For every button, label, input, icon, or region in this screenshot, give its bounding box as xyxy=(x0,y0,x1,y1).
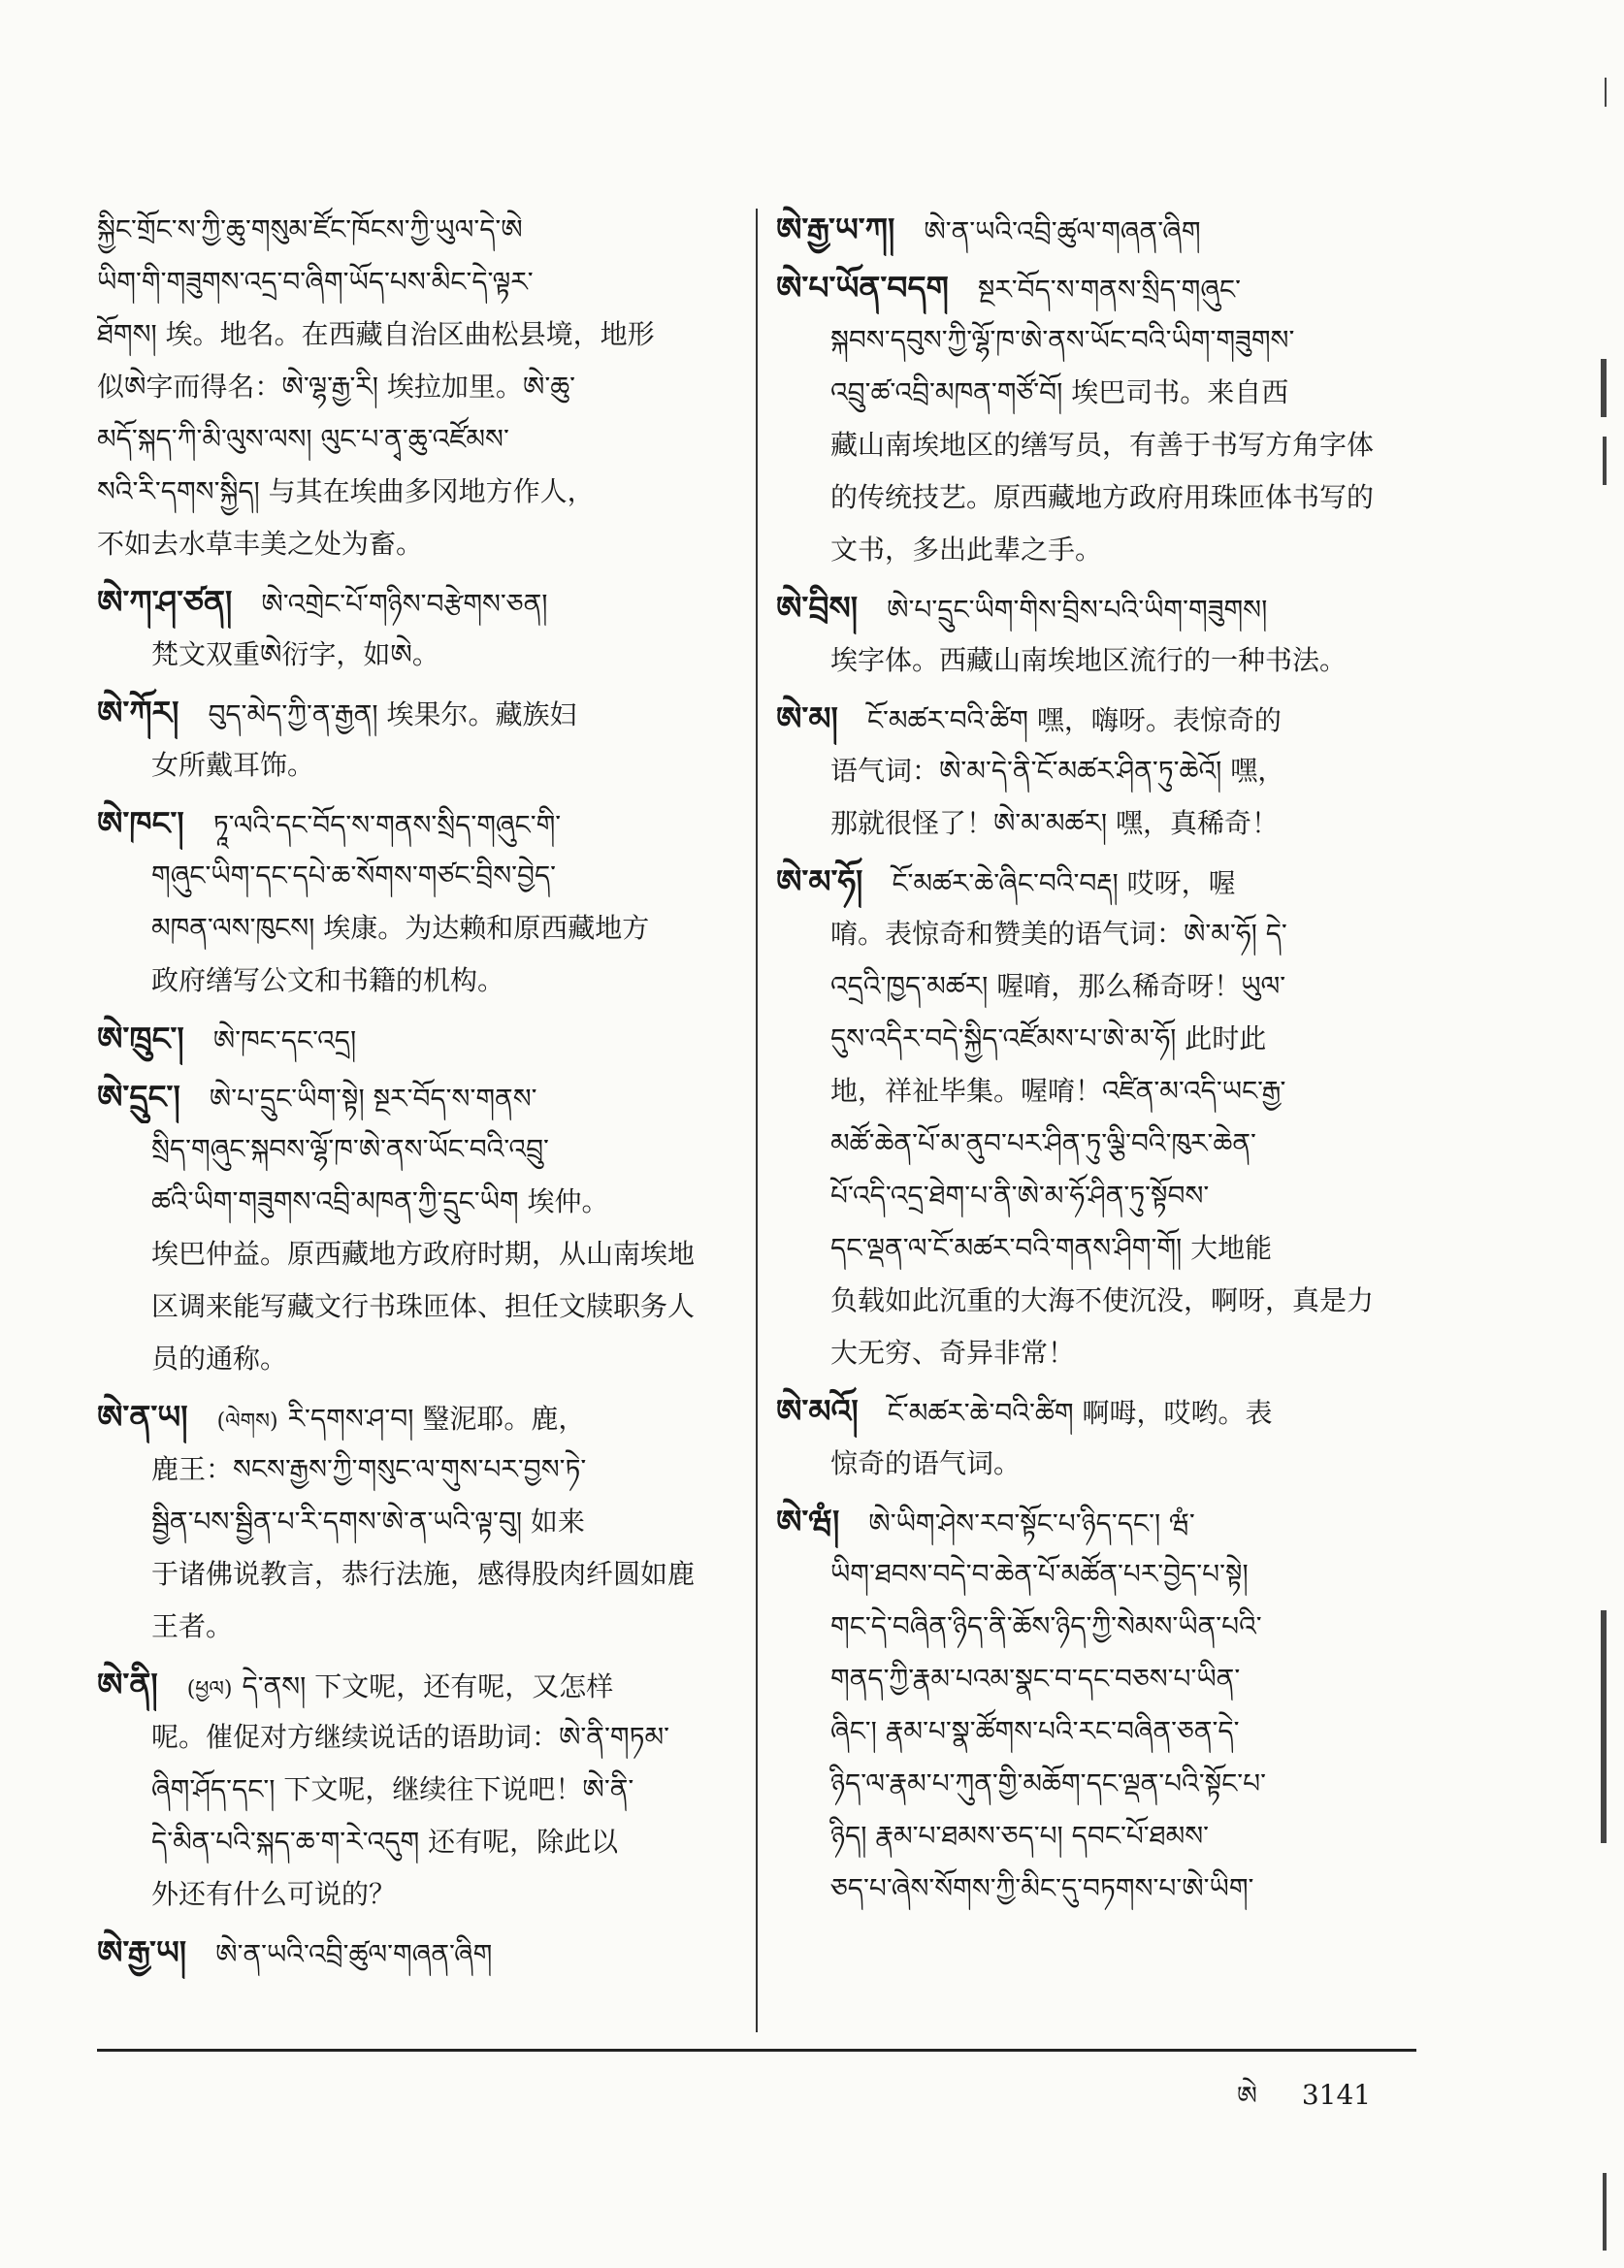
entry-line xyxy=(776,1170,1416,1222)
line-text: 王者。 xyxy=(151,1610,234,1642)
entry-line xyxy=(97,1280,742,1333)
line-text: སྐབས་དབུས་ཀྱི་ལྷོ་ཁ་ཨེ་ནས་ཡོང་བའི་ཡིག་གཟུགས་ xyxy=(830,324,1295,356)
entry-line xyxy=(97,1659,742,1711)
entry-line xyxy=(97,308,742,361)
dictionary-entry xyxy=(776,693,1416,850)
entry-line xyxy=(97,466,742,518)
entry-line xyxy=(97,1601,742,1653)
left-column xyxy=(97,204,742,1985)
line-text: སྐྱིང་གྲོང་ས་ཀྱི་ཆུ་གསུམ་ཛོང་ཁོངས་ཀྱི་ཡུལ་དེ་ཨེ xyxy=(97,213,523,245)
entry-line xyxy=(776,1496,1416,1548)
headword: ཨེ་བྲིས། xyxy=(776,589,859,627)
line-text: དང་ལྡན་ལ་ངོ་མཚར་བའི་གནས་ཤིག་གོ། 大地能 xyxy=(830,1232,1273,1264)
entry-line xyxy=(776,419,1416,471)
line-text: ཏཱ་ལའི་དང་བོད་ས་གནས་སྲིད་གཞུང་གི་ xyxy=(212,809,562,841)
entry-line xyxy=(97,204,742,256)
headword: ཨེ་མ། xyxy=(776,699,838,737)
line-text: ཞིང་། རྣམ་པ་སྣ་ཚོགས་པའི་རང་བཞིན་ཅན་དེ་ xyxy=(830,1715,1240,1747)
entry-line xyxy=(776,582,1416,634)
entry-line xyxy=(97,1816,742,1868)
entry-line xyxy=(97,413,742,466)
entry-line xyxy=(776,1705,1416,1758)
line-text: མཚོ་ཆེན་པོ་མ་ནུབ་པར་ཤིན་ཏུ་ལྕི་བའི་ཁུར་ཆེན་ xyxy=(830,1127,1256,1159)
line-text: རི་དགས་ཤ་བ། 瑿泥耶。鹿， xyxy=(287,1403,586,1435)
line-text: 外还有什么可说的？ xyxy=(151,1878,397,1910)
entry-line xyxy=(776,1065,1416,1118)
line-text: 不如去水草丰美之处为畜。 xyxy=(97,528,424,560)
entry-line xyxy=(776,314,1416,367)
entry-line xyxy=(97,955,742,1007)
line-text: གང་དེ་བཞིན་ཉིད་ནི་ཆོས་ཉིད་ཀྱི་སེམས་ཡིན་པའི་ xyxy=(830,1610,1262,1642)
right-column xyxy=(776,204,1416,1921)
headword: ཨེ་དྲུང་། xyxy=(97,1078,180,1116)
section-letter: ཨེ xyxy=(1237,2082,1257,2111)
headword: ཨེ་མའོ། xyxy=(776,1392,859,1430)
scan-edge-marks xyxy=(1585,0,1624,2268)
line-text: 员的通称。 xyxy=(151,1343,288,1375)
line-text: བུད་མེད་ཀྱི་ན་རྒྱན། 埃果尔。藏族妇 xyxy=(208,698,577,730)
line-text: ཅད་པ་ཞེས་སོགས་ཀྱི་མིང་དུ་བཏགས་པ་ཨེ་ཡིག་ xyxy=(830,1872,1254,1904)
entry-line xyxy=(97,1123,742,1176)
entry-line xyxy=(776,471,1416,524)
entry-line xyxy=(97,739,742,792)
entry-line xyxy=(776,693,1416,745)
line-text: 鹿王：སངས་རྒྱས་ཀྱི་གསུང་ལ་གུས་པར་བྱས་ཏེ་ xyxy=(151,1453,587,1485)
line-text: 那就很怪了！ཨེ་མ་མཚར། 嘿，真稀奇！ xyxy=(830,807,1279,839)
entry-line xyxy=(776,1653,1416,1705)
column-divider xyxy=(756,209,758,2032)
line-text: གནད་ཀྱི་རྣམ་པའམ་སྣང་བ་དང་བཅས་པ་ཡིན་ xyxy=(830,1663,1241,1695)
entry-line xyxy=(776,745,1416,797)
entry-line xyxy=(97,361,742,413)
entry-line xyxy=(776,262,1416,314)
headword: ཨེ་ཀ་ཤ་ཙན། xyxy=(97,583,233,621)
entry-line xyxy=(97,1548,742,1601)
dictionary-entry xyxy=(776,204,1416,256)
entry-line xyxy=(97,1176,742,1228)
line-text: ཐོགས། 埃。地名。在西藏自治区曲松县境，地形 xyxy=(97,318,655,350)
line-text: ཨེ་པ་དྲུང་ཡིག་གིས་བྲིས་པའི་ཡིག་གཟུགས། xyxy=(887,594,1268,626)
line-text: ཉིད་ལ་རྣམ་པ་ཀུན་གྱི་མཆོག་དང་ལྡན་པའི་སྟོང་པ་ xyxy=(830,1767,1267,1799)
dictionary-entry xyxy=(776,1385,1416,1490)
line-text: ཡིག་གི་གཟུགས་འདྲ་བ་ཞིག་ཡོད་པས་མིང་དེ་ལྟར་ xyxy=(97,266,534,298)
entry-line xyxy=(97,1927,742,1979)
line-text: 惊奇的语气词。 xyxy=(830,1447,1022,1479)
grammar-tag: (ཕྱལ) xyxy=(186,1677,233,1701)
headword: ཨེ་རྒྱ་ཡ་ཀ། xyxy=(776,211,895,248)
line-text: 负载如此沉重的大海不使沉没，啊呀，真是力 xyxy=(830,1284,1375,1316)
headword: ཨེ་པ་ཡོན་བདག xyxy=(776,269,949,307)
entry-line xyxy=(97,518,742,570)
headword: ཨེ་མ་ཧོ། xyxy=(776,862,863,900)
entry-line xyxy=(776,1385,1416,1438)
entry-line xyxy=(776,1758,1416,1810)
line-text: གཞུང་ཡིག་དང་དཔེ་ཆ་སོགས་གཙང་བྲིས་བྱེད་ xyxy=(151,859,557,891)
dictionary-entry xyxy=(776,262,1416,576)
line-text: 女所戴耳饰。 xyxy=(151,749,315,781)
line-text: ཨེ་ཡིག་ཤེས་རབ་སྟོང་པ་ཉིད་དང་། ཝཾ་ xyxy=(868,1507,1195,1539)
page-footer xyxy=(1237,2068,1371,2139)
dictionary-entry xyxy=(97,687,742,792)
line-text: 区调来能写藏文行书珠匝体、担任文牍职务人 xyxy=(151,1290,696,1322)
line-text: སྲིད་གཞུང་སྐབས་ལྷོ་ཁ་ཨེ་ནས་ཡོང་བའི་འབྲུ་ xyxy=(151,1133,549,1165)
line-text: 藏山南埃地区的缮写员，有善于书写方角字体 xyxy=(830,429,1375,461)
line-text: 似ཨེ字而得名：ཨེ་ལྷ་རྒྱ་རི། 埃拉加里。ཨེ་ཆུ་ xyxy=(97,371,576,403)
headword: ཨེ་ཁང་། xyxy=(97,804,184,842)
line-text: སའི་རི་དགས་སྐྱིད། 与其在埃曲多冈地方作人， xyxy=(97,475,595,507)
entry-line xyxy=(776,1013,1416,1065)
dictionary-entry xyxy=(97,576,742,681)
entry-line xyxy=(97,1391,742,1443)
line-text: ངོ་མཚར་ཆེ་བའི་ཚིག 啊呣，哎哟。表 xyxy=(887,1397,1273,1429)
headword: ཨེ་ཀོར། xyxy=(97,694,179,731)
line-text: 语气词：ཨེ་མ་དེ་ནི་ངོ་མཚར་ཤིན་ཏུ་ཆེའོ། 嘿， xyxy=(830,755,1285,787)
entry-line xyxy=(776,1275,1416,1327)
dictionary-entry xyxy=(97,1071,742,1385)
entry-line xyxy=(776,1810,1416,1863)
headword: ཨེ་ཝཾ། xyxy=(776,1503,840,1540)
entry-line xyxy=(97,1496,742,1548)
entry-line xyxy=(776,524,1416,576)
dictionary-entry xyxy=(97,204,742,570)
line-text: 政府缮写公文和书籍的机构。 xyxy=(151,964,505,996)
line-text: ཡིག་ཐབས་བདེ་བ་ཆེན་པོ་མཚོན་པར་བྱེད་པ་སྟེ། xyxy=(830,1558,1249,1590)
headword: ཨེ་ནི། xyxy=(97,1666,158,1703)
entry-line xyxy=(97,1764,742,1816)
entry-line xyxy=(97,1443,742,1496)
line-text: མཁན་ལས་ཁུངས། 埃康。为达赖和原西藏地方 xyxy=(151,912,650,944)
line-text: ཨེ་ཁང་དང་འདྲ། xyxy=(212,1024,357,1056)
line-text: ཉིད། རྣམ་པ་ཐམས་ཅད་པ། དབང་པོ་ཐམས་ xyxy=(830,1820,1210,1852)
line-text: ངོ་མཚར་བའི་ཚིག 嘿，嗨呀。表惊奇的 xyxy=(866,704,1282,736)
entry-line xyxy=(776,1327,1416,1379)
dictionary-entry xyxy=(97,1391,742,1653)
headword: ཨེ་ཁྲུང་། xyxy=(97,1020,184,1057)
entry-line xyxy=(776,1548,1416,1601)
line-text: 于诸佛说教言，恭行法施，感得股肉纤圆如鹿 xyxy=(151,1558,696,1590)
entry-line xyxy=(97,576,742,629)
line-text: པོ་འདི་འདྲ་ཐེག་པ་ནི་ཨེ་མ་ཧོ་ཤིན་ཏུ་སྟོབས་ xyxy=(830,1180,1210,1212)
entry-line xyxy=(776,1118,1416,1170)
line-text: ཞིག་ཤོད་དང་། 下文呢，继续往下说吧！ཨེ་ནི་ xyxy=(151,1773,634,1805)
entry-line xyxy=(97,1333,742,1385)
line-text: སྦྱིན་པས་སྦྱིན་པ་རི་དགས་ཨེ་ན་ཡའི་ལྟ་བུ། 如来 xyxy=(151,1506,585,1538)
entry-line xyxy=(97,687,742,739)
line-text: 呢。催促对方继续说话的语助词：ཨེ་ནི་གཏམ་ xyxy=(151,1721,670,1753)
line-text: 梵文双重ཨེ衍字，如ཨེ。 xyxy=(151,638,439,670)
entry-line xyxy=(97,1711,742,1764)
line-text: 地，祥祉毕集。喔唷！འཛིན་མ་འདི་ཡང་རྒྱ་ xyxy=(830,1075,1286,1107)
dictionary-entry xyxy=(776,856,1416,1379)
line-text: མདོ་སྐད་ཀི་མི་ལུས་ལས། ལུང་པ་ནྭ་ཆུ་འཛོམས་ xyxy=(97,423,509,455)
footer-rule xyxy=(97,2049,1416,2052)
entry-line xyxy=(97,1071,742,1123)
entry-line xyxy=(776,797,1416,850)
headword: ཨེ་རྒྱ་ཡ། xyxy=(97,1933,187,1971)
entry-line xyxy=(776,1863,1416,1915)
grammar-tag: (ལེགས) xyxy=(216,1409,278,1434)
line-text: ཨེ་ན་ཡའི་འབྲི་ཚུལ་གཞན་ཞིག xyxy=(215,1938,493,1970)
line-text: 文书，多出此辈之手。 xyxy=(830,534,1103,566)
line-text: དུས་འདིར་བདེ་སྐྱིད་འཛོམས་པ་ཨེ་མ་ཧོ། 此时此 xyxy=(830,1022,1267,1054)
line-text: 埃字体。西藏山南埃地区流行的一种书法。 xyxy=(830,644,1348,676)
page-number: 3141 xyxy=(1301,2079,1372,2111)
headword: ཨེ་ན་ཡ། xyxy=(97,1398,188,1436)
dictionary-entry xyxy=(97,797,742,1007)
entry-line xyxy=(97,1228,742,1280)
line-text: 唷。表惊奇和赞美的语气词：ཨེ་མ་ཧོ། དེ་ xyxy=(830,918,1287,950)
line-text: ཨེ་པ་དྲུང་ཡིག་སྟེ། སྔར་བོད་ས་གནས་ xyxy=(209,1083,537,1115)
entry-line xyxy=(776,634,1416,687)
dictionary-entry xyxy=(776,582,1416,687)
entry-line xyxy=(776,856,1416,908)
entry-line xyxy=(97,902,742,955)
dictionary-entry xyxy=(97,1013,742,1065)
line-text: 埃巴仲益。原西藏地方政府时期，从山南埃地 xyxy=(151,1238,696,1270)
entry-line xyxy=(97,629,742,681)
entry-line xyxy=(97,1868,742,1921)
dictionary-entry xyxy=(776,1496,1416,1915)
line-text: 大无穷、奇异非常！ xyxy=(830,1337,1076,1369)
line-text: ཨེ་ན་ཡའི་འབྲི་ཚུལ་གཞན་ཞིག xyxy=(924,215,1201,247)
entry-line xyxy=(97,797,742,850)
line-text: དེ་ནས། 下文呢，还有呢，又怎样 xyxy=(242,1670,614,1702)
line-text: སྔར་བོད་ས་གནས་སྲིད་གཞུང་ xyxy=(977,274,1241,306)
entry-line xyxy=(776,960,1416,1013)
entry-line xyxy=(776,908,1416,960)
line-text: འདྲའི་ཁྱད་མཚར། 喔唷，那么稀奇呀！ཡུལ་ xyxy=(830,970,1286,1002)
dictionary-entry xyxy=(97,1927,742,1979)
line-text: ཚའི་ཡིག་གཟུགས་འབྲི་མཁན་ཀྱི་དྲུང་ཡིག 埃仲。 xyxy=(151,1185,609,1217)
line-text: འབྲུ་ཚ་འབྲི་མཁན་གཙོ་བོ། 埃巴司书。来自西 xyxy=(830,376,1289,408)
entry-line xyxy=(97,256,742,308)
entry-line xyxy=(776,367,1416,419)
line-text: ངོ་མཚར་ཆེ་ཞིང་བའི་བརྡ། 哎呀，喔 xyxy=(892,867,1236,899)
entry-line xyxy=(776,1222,1416,1275)
dictionary-entry xyxy=(97,1659,742,1921)
entry-line xyxy=(776,204,1416,256)
entry-line xyxy=(97,850,742,902)
entry-line xyxy=(776,1438,1416,1490)
entry-line xyxy=(97,1013,742,1065)
line-text: ཨེ་འགྲེང་པོ་གཉིས་བརྩེགས་ཅན། xyxy=(261,588,548,620)
line-text: དེ་མིན་པའི་སྐད་ཆ་ག་རེ་འདུག 还有呢，除此以 xyxy=(151,1826,619,1858)
entry-line xyxy=(776,1601,1416,1653)
line-text: 的传统技艺。原西藏地方政府用珠匝体书写的 xyxy=(830,481,1375,513)
